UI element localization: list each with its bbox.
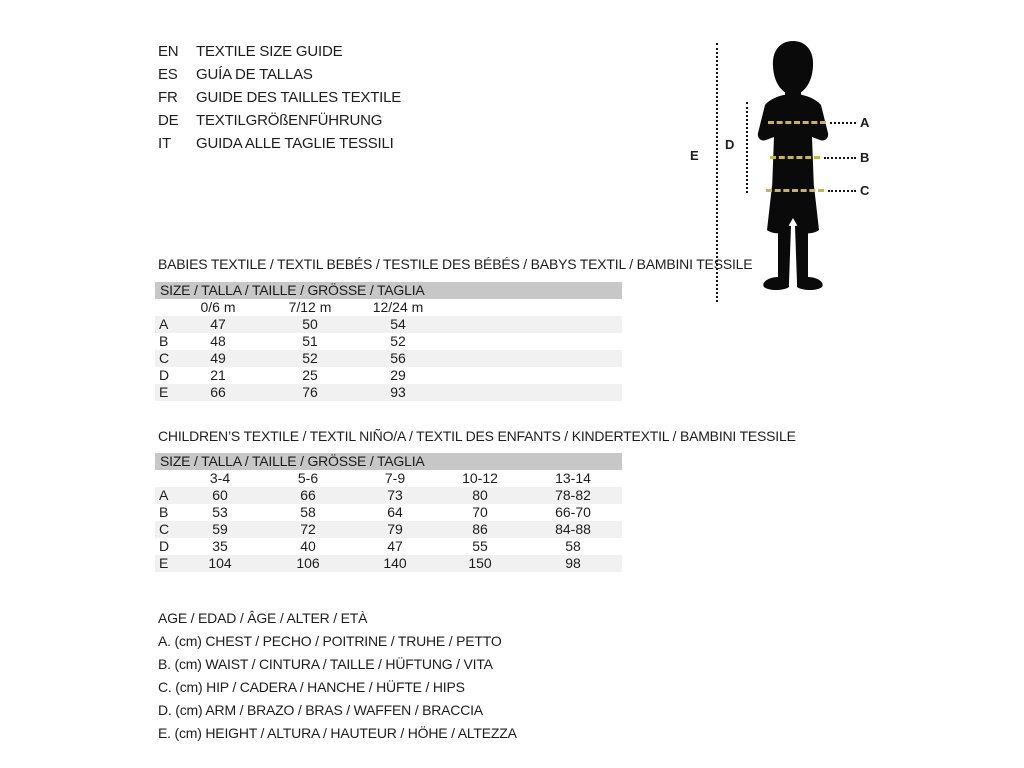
cell: 55	[472, 538, 488, 554]
language-row	[158, 109, 401, 132]
row-label: A	[159, 316, 169, 332]
children-section-title: CHILDREN’S TEXTILE / TEXTIL NIÑO/A / TEXTIL DES ENFANTS / KINDERTEXTIL / BAMBINI TESSILE	[158, 428, 796, 444]
language-code: DE	[158, 112, 179, 129]
column-header: 0/6 m	[200, 299, 236, 315]
measurement-diagram	[680, 28, 906, 320]
column-header-row	[155, 470, 622, 487]
chest-measure-dash-a	[768, 121, 826, 124]
cell: 40	[300, 538, 316, 554]
guide-title: TEXTILE SIZE GUIDE	[196, 43, 343, 60]
language-row	[158, 132, 401, 155]
cell: 66	[300, 487, 316, 503]
cell: 104	[208, 555, 232, 571]
cell: 66	[210, 384, 226, 400]
chest-measure-leader-a	[830, 122, 856, 124]
row-label: C	[159, 350, 170, 366]
waist-measure-leader-b	[824, 157, 856, 159]
table-row	[155, 487, 622, 504]
cell: 54	[390, 316, 406, 332]
row-label: E	[159, 384, 169, 400]
language-row	[158, 86, 401, 109]
measure-label-a: A	[860, 115, 870, 130]
measure-label-c: C	[860, 183, 870, 198]
waist-measure-dash-b	[770, 156, 820, 159]
cell: 93	[390, 384, 406, 400]
table-row	[155, 384, 622, 401]
legend-age-line: AGE / EDAD / ÂGE / ALTER / ETÀ	[158, 610, 368, 626]
column-header: 3-4	[209, 470, 231, 486]
column-header: 10-12	[462, 470, 498, 486]
legend-item-chest: A. (cm) CHEST / PECHO / POITRINE / TRUHE / PETTO	[158, 633, 502, 649]
cell: 73	[387, 487, 403, 503]
table-row	[155, 504, 622, 521]
cell: 59	[212, 521, 228, 537]
language-code: FR	[158, 89, 178, 106]
babies-size-table	[155, 282, 622, 401]
cell: 76	[302, 384, 318, 400]
cell: 53	[212, 504, 228, 520]
measure-label-d: D	[725, 137, 735, 152]
guide-title: GUIDE DES TAILLES TEXTILE	[196, 89, 402, 106]
cell: 78-82	[555, 487, 591, 503]
hip-measure-dash-c	[766, 189, 824, 192]
table-row	[155, 538, 622, 555]
row-label: B	[159, 504, 169, 520]
cell: 29	[390, 367, 406, 383]
table-row	[155, 367, 622, 384]
cell: 86	[472, 521, 488, 537]
cell: 98	[565, 555, 581, 571]
language-code: EN	[158, 43, 179, 60]
size-header-bar: SIZE / TALLA / TAILLE / GRÖSSE / TAGLIA	[155, 282, 622, 299]
arm-measure-line-d	[746, 102, 748, 193]
table-row	[155, 521, 622, 538]
row-label: D	[159, 367, 170, 383]
legend-item-hip: C. (cm) HIP / CADERA / HANCHE / HÜFTE / HIPS	[158, 679, 465, 695]
column-header: 5-6	[297, 470, 319, 486]
cell: 48	[210, 333, 226, 349]
cell: 79	[387, 521, 403, 537]
language-row	[158, 40, 401, 63]
size-header-bar: SIZE / TALLA / TAILLE / GRÖSSE / TAGLIA	[155, 453, 622, 470]
cell: 56	[390, 350, 406, 366]
column-header-row	[155, 299, 622, 316]
cell: 52	[390, 333, 406, 349]
row-label: A	[159, 487, 169, 503]
cell: 21	[210, 367, 226, 383]
children-size-table	[155, 453, 622, 572]
cell: 106	[296, 555, 320, 571]
legend-item-waist: B. (cm) WAIST / CINTURA / TAILLE / HÜFTUNG / VITA	[158, 656, 493, 672]
cell: 70	[472, 504, 488, 520]
cell: 64	[387, 504, 403, 520]
table-row	[155, 333, 622, 350]
cell: 150	[468, 555, 492, 571]
row-label: D	[159, 538, 170, 554]
cell: 58	[300, 504, 316, 520]
column-header: 7/12 m	[288, 299, 332, 315]
language-title-list	[158, 40, 401, 155]
measure-label-e: E	[690, 148, 699, 163]
cell: 35	[212, 538, 228, 554]
cell: 84-88	[555, 521, 591, 537]
cell: 80	[472, 487, 488, 503]
language-code: ES	[158, 66, 178, 83]
table-row	[155, 555, 622, 572]
cell: 60	[212, 487, 228, 503]
row-label: E	[159, 555, 169, 571]
cell: 25	[302, 367, 318, 383]
cell: 52	[302, 350, 318, 366]
legend-item-arm: D. (cm) ARM / BRAZO / BRAS / WAFFEN / BRACCIA	[158, 702, 483, 718]
language-row	[158, 63, 401, 86]
column-header: 12/24 m	[372, 299, 424, 315]
cell: 66-70	[555, 504, 591, 520]
column-header: 7-9	[384, 470, 406, 486]
babies-section-title: BABIES TEXTILE / TEXTIL BEBÉS / TESTILE DES BÉBÉS / BABYS TEXTIL / BAMBINI TESSILE	[158, 256, 753, 272]
guide-title: GUIDA ALLE TAGLIE TESSILI	[196, 135, 394, 152]
cell: 50	[302, 316, 318, 332]
measure-label-b: B	[860, 150, 870, 165]
legend-item-height: E. (cm) HEIGHT / ALTURA / HAUTEUR / HÖHE / ALTEZZA	[158, 725, 517, 741]
cell: 47	[387, 538, 403, 554]
cell: 140	[383, 555, 407, 571]
guide-title: TEXTILGRÖßENFÜHRUNG	[196, 112, 383, 129]
row-label: B	[159, 333, 169, 349]
cell: 51	[302, 333, 318, 349]
cell: 49	[210, 350, 226, 366]
column-header: 13-14	[555, 470, 591, 486]
cell: 72	[300, 521, 316, 537]
hip-measure-leader-c	[828, 190, 856, 192]
table-row	[155, 316, 622, 333]
cell: 47	[210, 316, 226, 332]
table-row	[155, 350, 622, 367]
measurement-legend	[158, 607, 517, 745]
language-code: IT	[158, 135, 171, 152]
child-silhouette-icon	[748, 36, 848, 298]
row-label: C	[159, 521, 170, 537]
cell: 58	[565, 538, 581, 554]
guide-title: GUÍA DE TALLAS	[196, 66, 313, 83]
